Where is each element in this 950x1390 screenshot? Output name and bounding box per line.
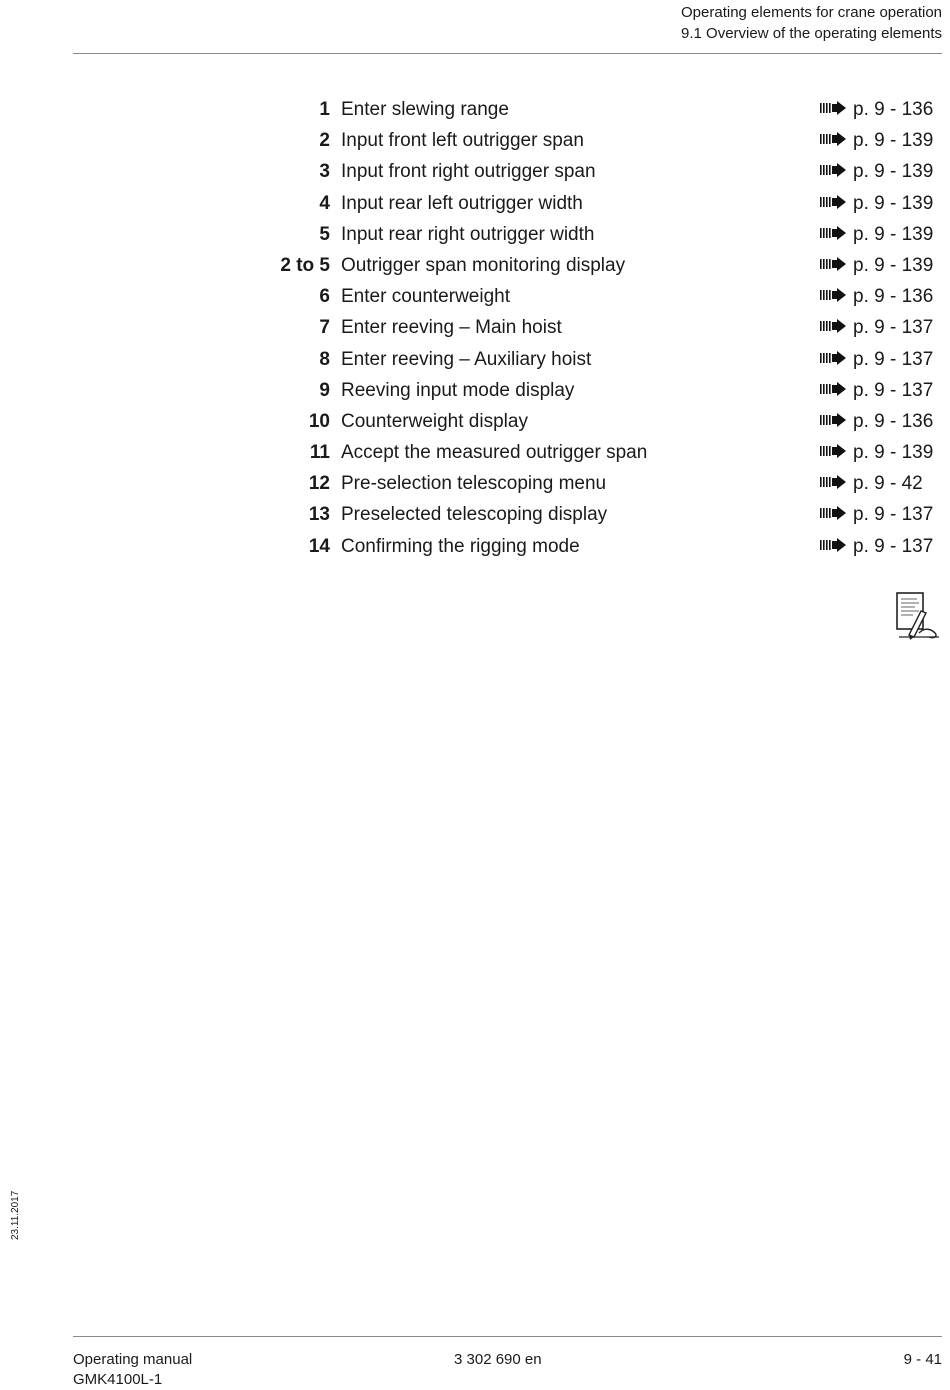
list-item — [0, 130, 950, 161]
item-label: Input rear left outrigger width — [341, 192, 583, 214]
page-reference-arrow-icon — [820, 286, 853, 308]
item-label: Input front left outrigger span — [341, 130, 584, 152]
operating-elements-list — [0, 99, 950, 567]
page-reference-link[interactable] — [820, 255, 933, 277]
page-reference-text: p. 9 - 139 — [853, 130, 934, 152]
list-item — [0, 224, 950, 255]
footer-doc-number: 3 302 690 en — [454, 1351, 542, 1368]
item-label: Enter reeving – Main hoist — [341, 317, 562, 339]
list-item — [0, 504, 950, 535]
list-item — [0, 255, 950, 286]
page-reference-text: p. 9 - 42 — [853, 473, 923, 495]
page-reference-text: p. 9 - 139 — [853, 192, 934, 214]
list-item — [0, 193, 950, 224]
page-reference-text: p. 9 - 137 — [853, 348, 934, 370]
page-reference-arrow-icon — [820, 99, 853, 121]
page-reference-text: p. 9 - 137 — [853, 379, 934, 401]
page-reference-text: p. 9 - 139 — [853, 254, 934, 276]
list-item — [0, 161, 950, 192]
page-reference-link[interactable] — [820, 536, 933, 558]
item-number: 8 — [319, 348, 330, 370]
item-label: Enter slewing range — [341, 99, 509, 120]
item-label: Reeving input mode display — [341, 379, 575, 401]
item-number: 9 — [319, 379, 330, 401]
footer-divider — [73, 1336, 942, 1337]
page-reference-text: p. 9 - 136 — [853, 410, 934, 432]
footer-page-number: 9 - 41 — [903, 1351, 942, 1368]
page-reference-arrow-icon — [820, 504, 853, 526]
list-item — [0, 349, 950, 380]
page-reference-link[interactable] — [820, 411, 933, 433]
page-reference-link[interactable] — [820, 504, 933, 526]
page-reference-arrow-icon — [820, 473, 853, 495]
page-reference-arrow-icon — [820, 130, 853, 152]
item-number: 4 — [319, 192, 330, 214]
item-number: 14 — [308, 535, 330, 557]
page-reference-text: p. 9 - 137 — [853, 535, 934, 557]
item-label: Input rear right outrigger width — [341, 223, 595, 245]
page-reference-link[interactable] — [820, 224, 933, 246]
page-reference-link[interactable] — [820, 286, 933, 308]
item-label: Counterweight display — [341, 410, 528, 432]
header-divider — [73, 53, 942, 54]
item-label: Pre-selection telescoping menu — [341, 473, 607, 495]
item-label: Enter counterweight — [341, 286, 510, 308]
page-header — [681, 2, 942, 44]
list-item — [0, 473, 950, 504]
page-reference-arrow-icon — [820, 380, 853, 402]
item-number: 2 to 5 — [280, 254, 330, 276]
page-reference-arrow-icon — [820, 255, 853, 277]
item-number: 5 — [319, 223, 330, 245]
page-reference-text: p. 9 - 137 — [853, 317, 934, 339]
page-reference-link[interactable] — [820, 380, 933, 402]
footer-manual-title: Operating manual — [73, 1351, 193, 1368]
footer-left — [73, 1350, 192, 1390]
item-label: Confirming the rigging mode — [341, 535, 580, 557]
item-number: 10 — [308, 410, 330, 432]
page-reference-link[interactable] — [820, 442, 933, 464]
page-reference-arrow-icon — [820, 317, 853, 339]
page-reference-text: p. 9 - 139 — [853, 161, 934, 183]
header-chapter-title: Operating elements for crane operation — [681, 4, 942, 21]
page-reference-link[interactable] — [820, 193, 933, 215]
page-reference-text: p. 9 - 136 — [853, 286, 934, 308]
item-label: Outrigger span monitoring display — [341, 254, 626, 276]
page-reference-arrow-icon — [820, 536, 853, 558]
page-reference-arrow-icon — [820, 224, 853, 246]
list-item — [0, 536, 950, 567]
page-reference-link[interactable] — [820, 130, 933, 152]
page-reference-link[interactable] — [820, 99, 933, 121]
item-number: 6 — [319, 286, 330, 308]
item-number: 2 — [319, 130, 330, 152]
item-label: Accept the measured outrigger span — [341, 442, 648, 464]
page-reference-link[interactable] — [820, 349, 933, 371]
item-number: 3 — [319, 161, 330, 183]
item-label: Enter reeving – Auxiliary hoist — [341, 348, 592, 370]
page-reference-link[interactable] — [820, 161, 933, 183]
page-reference-arrow-icon — [820, 193, 853, 215]
footer-model: GMK4100L-1 — [73, 1371, 163, 1388]
item-number: 1 — [319, 99, 330, 120]
list-item — [0, 286, 950, 317]
list-item — [0, 442, 950, 473]
note-document-icon — [895, 591, 941, 641]
item-label: Input front right outrigger span — [341, 161, 596, 183]
list-item — [0, 317, 950, 348]
item-number: 11 — [309, 442, 330, 464]
item-number: 7 — [319, 317, 330, 339]
page-reference-arrow-icon — [820, 349, 853, 371]
item-number: 13 — [308, 504, 330, 526]
list-item — [0, 99, 950, 130]
page-reference-arrow-icon — [820, 161, 853, 183]
page-reference-link[interactable] — [820, 317, 933, 339]
page-reference-text: p. 9 - 139 — [853, 442, 934, 464]
side-print-date: 23.11.2017 — [10, 1190, 21, 1240]
list-item — [0, 411, 950, 442]
page-reference-arrow-icon — [820, 442, 853, 464]
header-section-title: 9.1 Overview of the operating elements — [681, 25, 942, 42]
item-label: Preselected telescoping display — [341, 504, 608, 526]
page-reference-text: p. 9 - 137 — [853, 504, 934, 526]
item-number: 12 — [308, 473, 330, 495]
page-reference-text: p. 9 - 139 — [853, 223, 934, 245]
page-reference-arrow-icon — [820, 411, 853, 433]
list-item — [0, 380, 950, 411]
page-reference-link[interactable] — [820, 473, 923, 495]
page-reference-text: p. 9 - 136 — [853, 99, 934, 120]
